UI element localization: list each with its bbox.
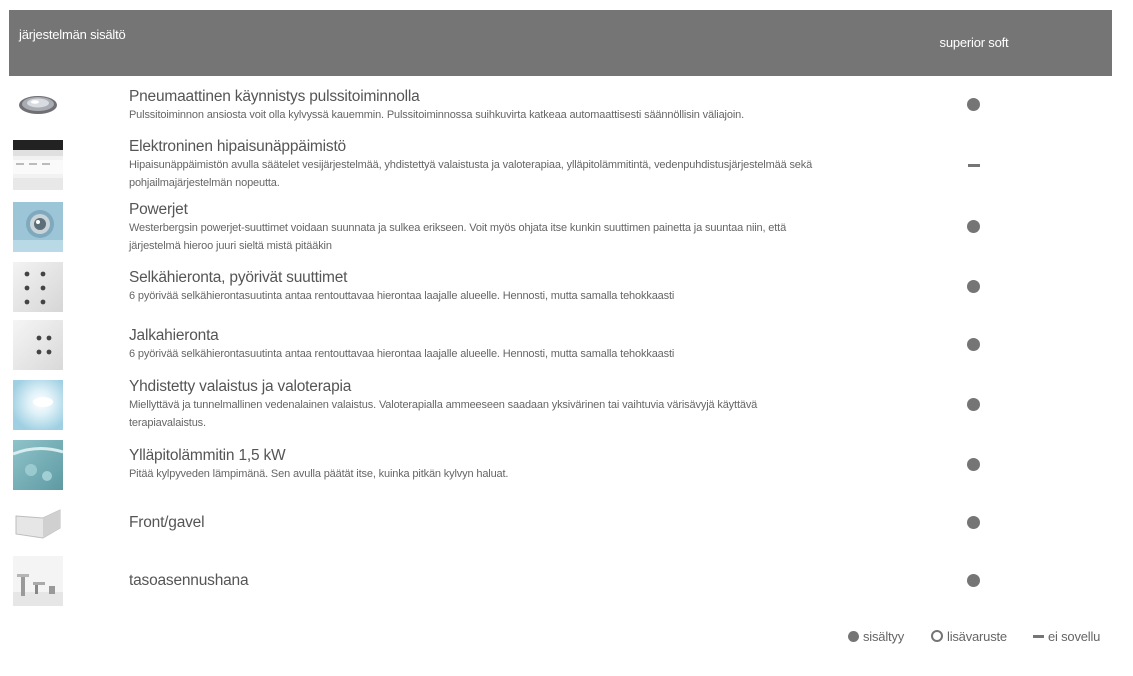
status-included [966, 219, 982, 235]
filled-circle-icon [848, 631, 859, 642]
dash-icon [1033, 635, 1044, 638]
back-massage-nozzles-image [13, 262, 63, 312]
status-included [966, 515, 982, 531]
touch-keypad-image [13, 140, 63, 190]
feature-title: Selkähieronta, pyörivät suuttimet [129, 269, 348, 286]
status-included [966, 337, 982, 353]
feature-description: Westerbergsin powerjet-suuttimet voidaan suunnata ja sulkea erikseen. Voit myös ohjata itse kunkin suuttimen painetta ja suuntaa niin, että järjestelmä hieroo juuri sieltä mistä pitääkin [129, 222, 787, 252]
feature-description: 6 pyörivää selkähierontasuutinta antaa rentouttavaa hierontaa laajalle alueelle. Hennosti, mutta samalla tehokkaasti [129, 348, 675, 360]
underwater-lighting-image [13, 380, 63, 430]
legend-not-applicable [1033, 628, 1100, 644]
system-contents-heading: järjestelmän sisältö [19, 27, 126, 42]
foot-massage-nozzles-image [13, 320, 63, 370]
feature-description: Pulssitoiminnon ansiosta voit olla kylvyssä kauemmin. Pulssitoiminnossa suihkuvirta katkeaa automaattisesti säännöllisin väliajoin. [129, 109, 744, 121]
table-row [9, 378, 1112, 432]
table-row [9, 80, 1112, 130]
legend-accessory [931, 628, 1007, 644]
feature-title: Pneumaattinen käynnistys pulssitoiminnolla [129, 88, 420, 105]
feature-title: Powerjet [129, 201, 188, 218]
powerjet-nozzle-image [13, 202, 63, 252]
feature-description: Pitää kylpyveden lämpimänä. Sen avulla päätät itse, kuinka pitkän kylvyn haluat. [129, 468, 509, 480]
status-included [966, 279, 982, 295]
status-included [966, 97, 982, 113]
table-row [9, 556, 1112, 606]
table-row [9, 320, 1112, 370]
legend-label: ei sovellu [1048, 628, 1101, 644]
table-row [9, 201, 1112, 255]
table-row [9, 138, 1112, 192]
feature-title: Elektroninen hipaisunäppäimistö [129, 138, 346, 155]
water-heater-image [13, 440, 63, 490]
feature-title: tasoasennushana [129, 572, 249, 589]
legend-included [848, 628, 904, 644]
status-included [966, 457, 982, 473]
table-row [9, 440, 1112, 490]
table-row [9, 262, 1112, 312]
status-included [966, 573, 982, 589]
feature-description: Hipaisunäppäimistön avulla säätelet vesijärjestelmää, yhdistettyä valaistusta ja valoterapiaa, ylläpitolämmitintä, vedenpuhdistusjärjestelmää sekä pohjailmajärjestelmän nopeutta. [129, 159, 813, 189]
model-column-heading: superior soft [939, 35, 1009, 50]
feature-title: Jalkahieronta [129, 327, 219, 344]
status-not-applicable [966, 157, 982, 173]
feature-description: Miellyttävä ja tunnelmallinen vedenalainen valaistus. Valoterapialla ammeeseen saadaan yksivärinen tai vaihtuvia värisävyjä käyttävä terapiavalaistus. [129, 399, 758, 429]
status-included [966, 397, 982, 413]
deck-faucet-image [13, 556, 63, 606]
feature-title: Front/gavel [129, 514, 205, 531]
open-circle-icon [931, 630, 943, 642]
legend-label: sisältyy [863, 628, 905, 644]
pneumatic-button-image [13, 80, 63, 130]
feature-title: Ylläpitolämmitin 1,5 kW [129, 447, 286, 464]
front-panel-image [13, 498, 63, 548]
table-row [9, 498, 1112, 548]
feature-title: Yhdistetty valaistus ja valoterapia [129, 378, 352, 395]
feature-description: 6 pyörivää selkähierontasuutinta antaa rentouttavaa hierontaa laajalle alueelle. Hennosti, mutta samalla tehokkaasti [129, 290, 675, 302]
table-header [9, 10, 1112, 76]
legend-label: lisävaruste [947, 628, 1007, 644]
